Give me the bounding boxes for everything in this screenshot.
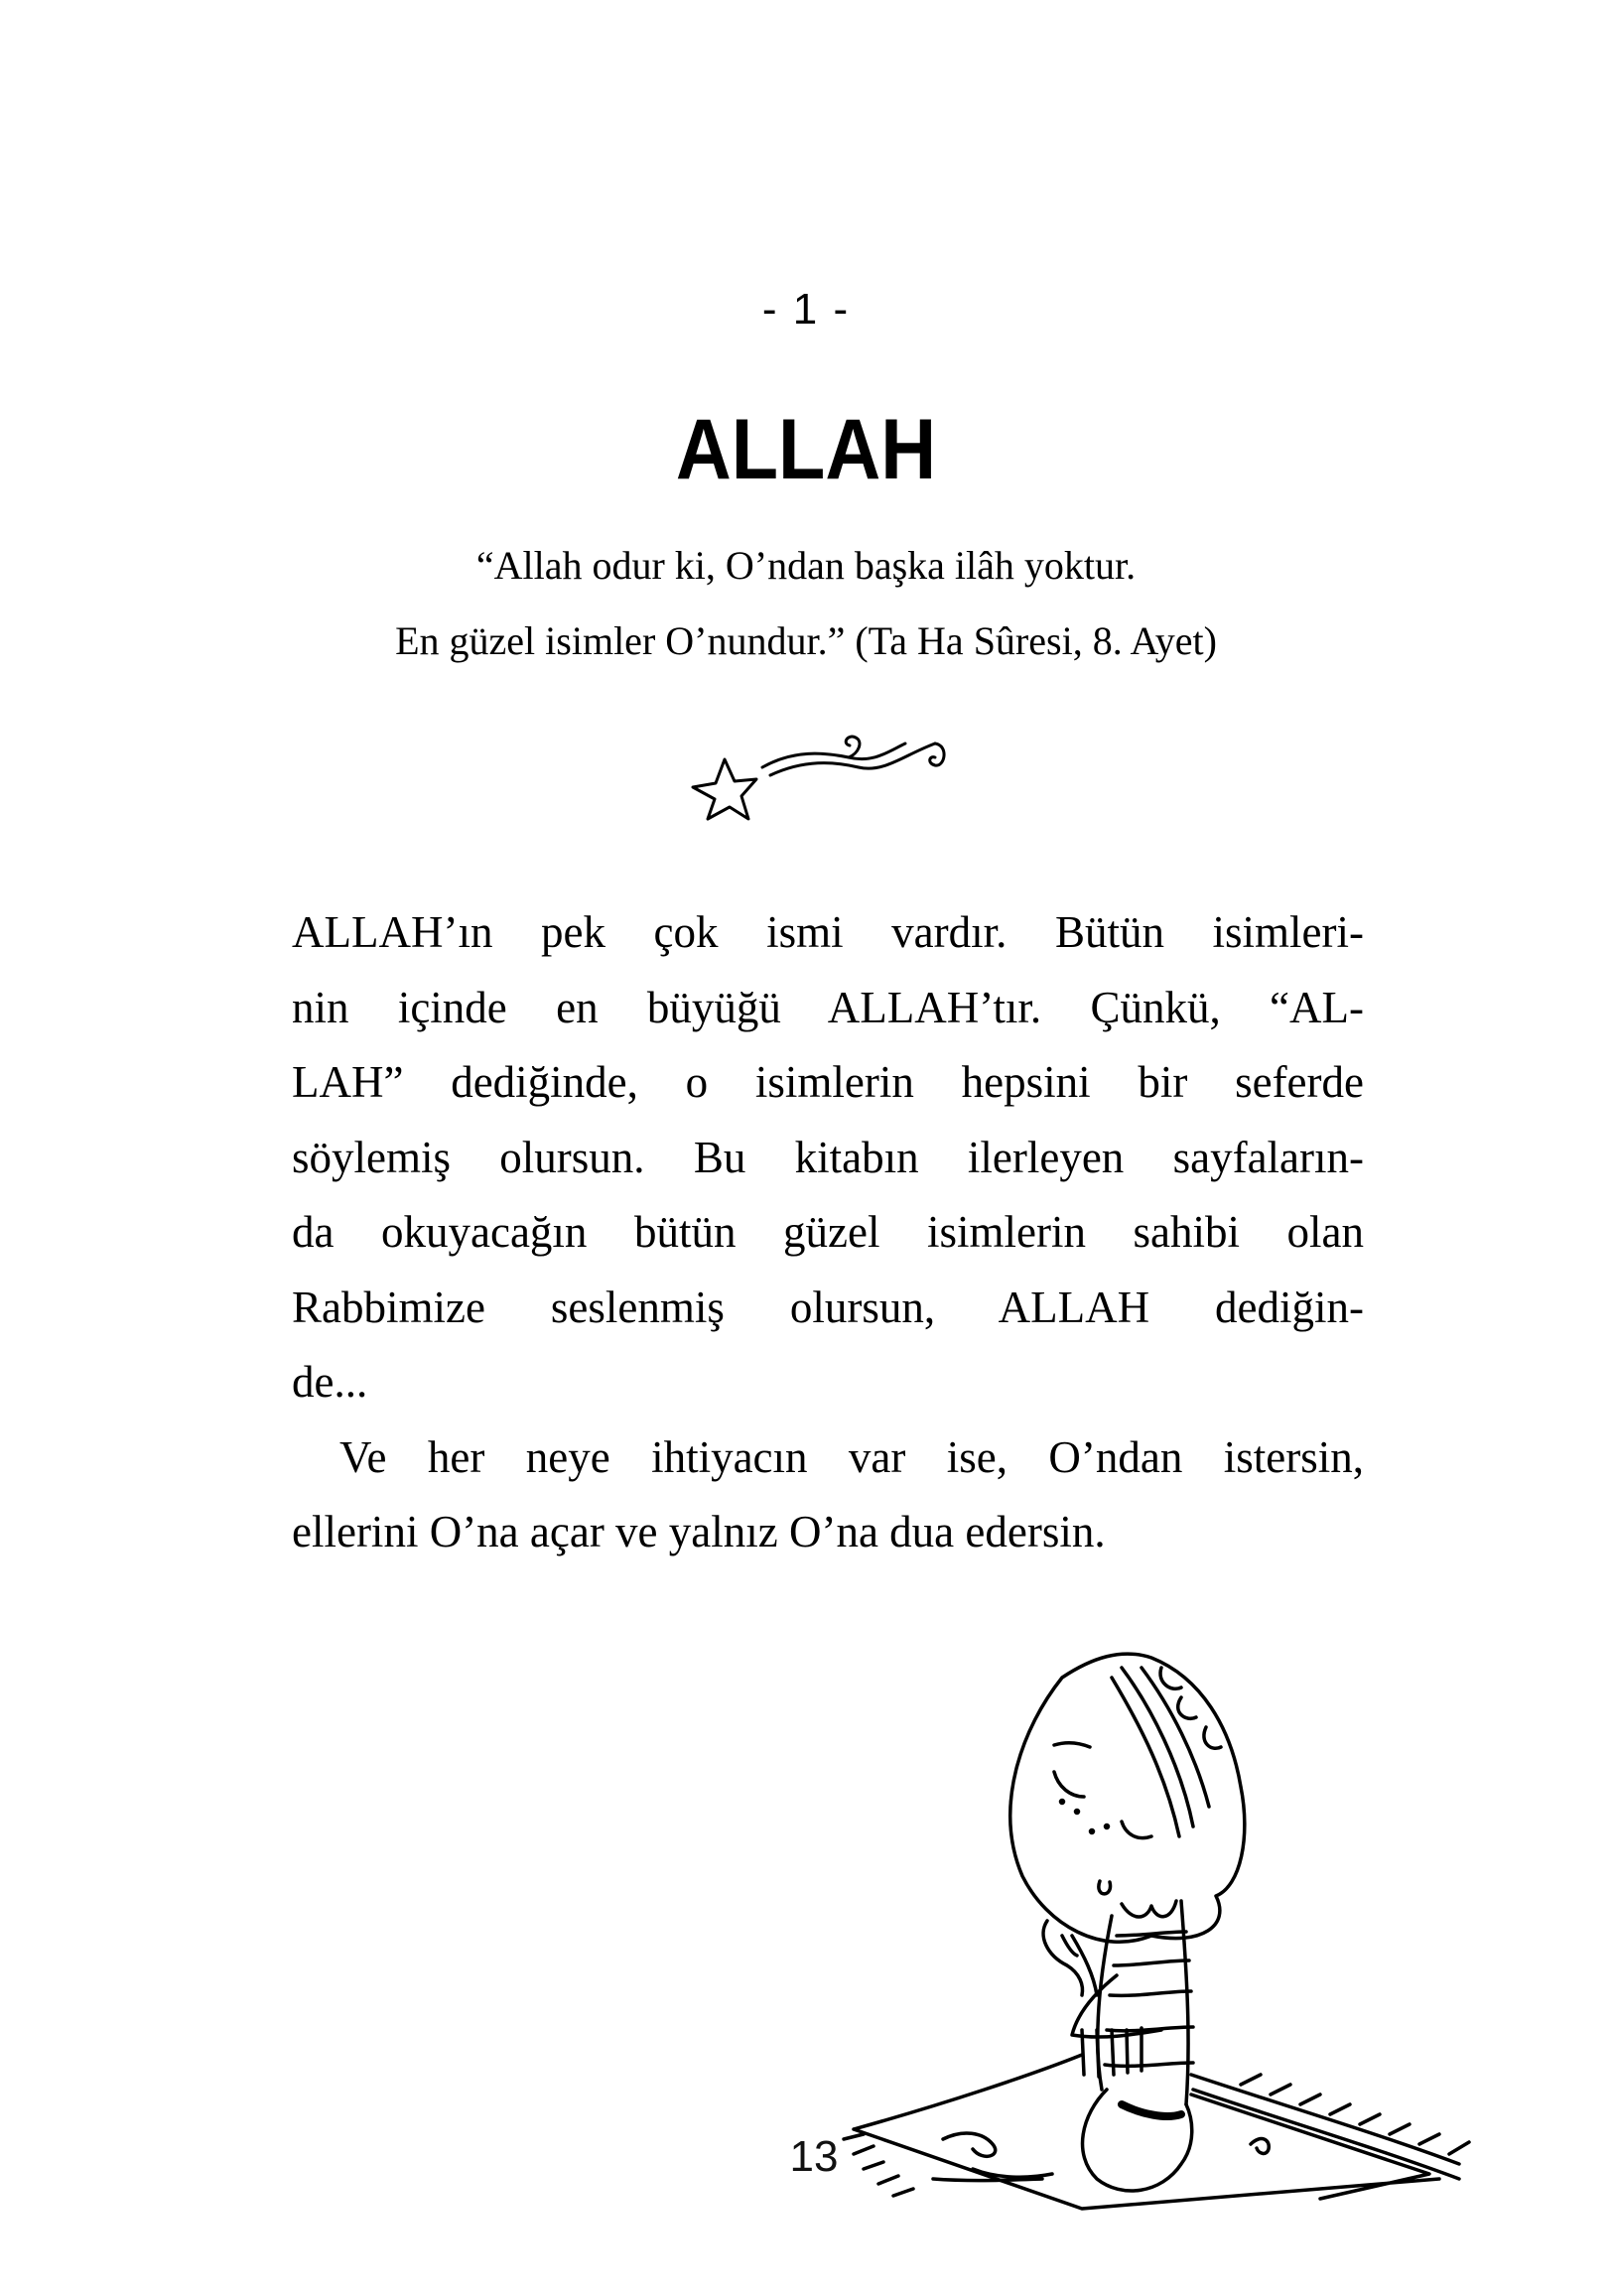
- body-line: de...: [292, 1357, 368, 1407]
- chapter-number: - 1 -: [761, 285, 851, 334]
- body-line: ALLAH’ın pek çok ismi vardır. Bütün isimleri-: [292, 907, 1364, 957]
- verse-line: En güzel isimler O’nundur.” (Ta Ha Sûresi, 8. Ayet): [395, 618, 1217, 663]
- verse-quote: [0, 528, 1612, 679]
- body-line: söylemiş olursun. Bu kitabın ilerleyen sayfaların-: [292, 1132, 1364, 1182]
- praying-child-illustration: [824, 1638, 1578, 2214]
- body-line: da okuyacağın bütün güzel isimlerin sahibi olan: [292, 1207, 1364, 1257]
- body-line: ellerini O’na açar ve yalnız O’na dua edersin.: [292, 1507, 1106, 1556]
- body-line: Rabbimize seslenmiş olursun, ALLAH dediğin-: [292, 1282, 1364, 1332]
- body-paragraphs: [292, 895, 1364, 1570]
- body-line: Ve her neye ihtiyacın var ise, O’ndan istersin,: [339, 1431, 1364, 1482]
- head-outline: [1010, 1654, 1245, 1942]
- shooting-star-icon: [675, 720, 953, 839]
- page-number: 13: [789, 2132, 839, 2181]
- body-line: LAH” dediğinde, o isimlerin hepsini bir seferde: [292, 1057, 1364, 1107]
- chapter-title: ALLAH: [675, 402, 937, 497]
- body-line: nin içinde en büyüğü ALLAH’tır. Çünkü, “AL-: [292, 982, 1364, 1032]
- prayer-rug: [854, 2055, 1439, 2209]
- verse-line: “Allah odur ki, O’ndan başka ilâh yoktur.: [475, 543, 1137, 588]
